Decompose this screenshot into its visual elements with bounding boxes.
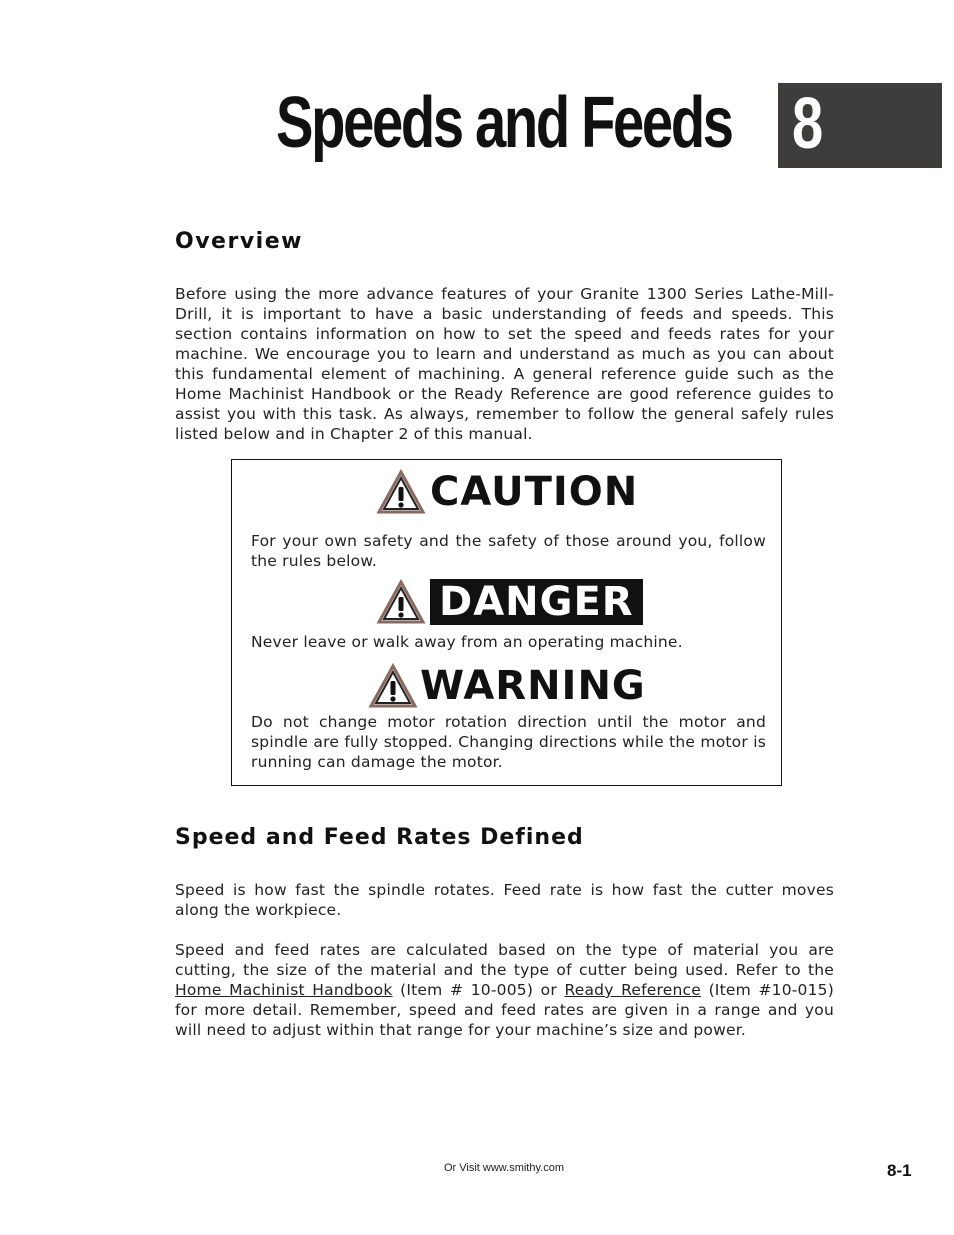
chapter-number: 8	[792, 84, 824, 164]
warning-triangle-icon	[368, 663, 418, 709]
page-number: 8-1	[887, 1161, 912, 1180]
rates-heading: Speed and Feed Rates Defined	[175, 825, 584, 850]
caution-text: For your own safety and the safety of those around you, follow the rules below.	[251, 532, 766, 570]
danger-text: Never leave or walk away from an operating machine.	[251, 633, 683, 651]
caution-signal	[376, 469, 638, 515]
warning-triangle-icon	[376, 579, 426, 625]
caution-label: CAUTION	[430, 469, 639, 515]
safety-notice-box	[231, 459, 782, 786]
danger-label: DANGER	[430, 579, 643, 625]
warning-text: Do not change motor rotation direction until the motor and spindle are fully stopped. Changing directions while the motor is running can damage the motor.	[251, 713, 766, 771]
chapter-number-box	[778, 83, 942, 168]
warning-label: WARNING	[420, 663, 646, 709]
danger-signal	[376, 579, 643, 625]
overview-paragraph: Before using the more advance features of your Granite 1300 Series Lathe-Mill-Drill, it is important to have a basic understanding of feeds and speeds. This section contains information on how to set the speed and feeds rates for your machine. We encourage you to learn and understand as much as you can about this fundamental element of machining. A general reference guide such as the Home Machinist Handbook or the Ready Reference are good reference guides to assist you with this task. As always, remember to follow the general safely rules listed below and in Chapter 2 of this manual.	[175, 285, 834, 443]
footer-visit: Or Visit www.smithy.com	[444, 1162, 564, 1174]
rates-paragraph-2-part-1: Speed and feed rates are calculated based on the type of material you are cutting, the size of the material and the type of cutter being used. Refer to the	[175, 941, 834, 979]
rates-paragraph-2-part-2: (Item # 10-005) or	[392, 981, 565, 999]
rates-paragraph-1: Speed is how fast the spindle rotates. Feed rate is how fast the cutter moves along the workpiece.	[175, 881, 834, 919]
rates-paragraph-2	[175, 940, 834, 1040]
overview-heading: Overview	[175, 229, 303, 254]
warning-signal	[368, 663, 646, 709]
ready-reference-link[interactable]: Ready Reference	[564, 981, 701, 999]
chapter-title: Speeds and Feeds	[276, 83, 732, 163]
warning-triangle-icon	[376, 469, 426, 515]
home-machinist-handbook-link[interactable]: Home Machinist Handbook	[175, 981, 393, 999]
rates-paragraph-2-part-3: (Item #10-015) for more detail. Remember, speed and feed rates are given in a range and you will need to adjust within that range for your machine’s size and power.	[175, 981, 834, 1039]
